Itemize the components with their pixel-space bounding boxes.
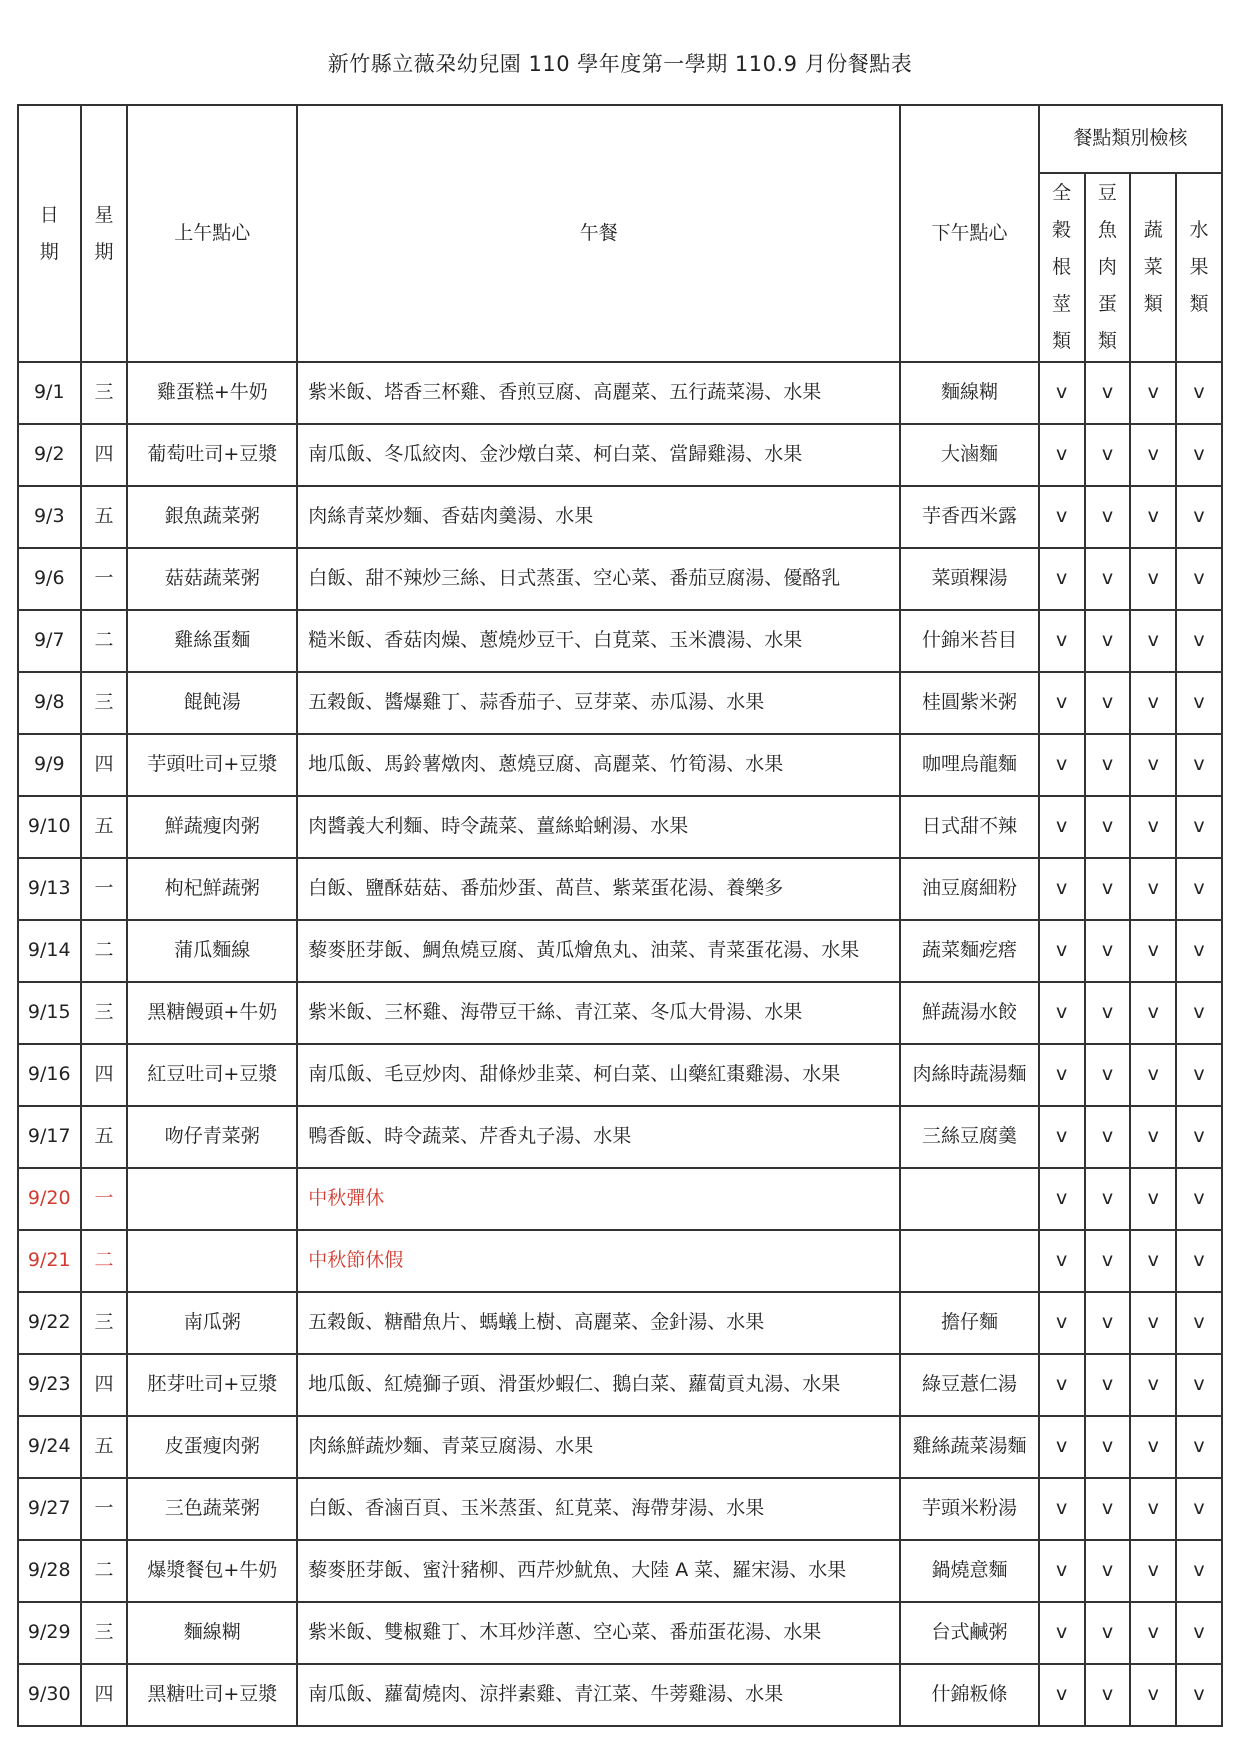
check-fruit: v [1176, 1168, 1222, 1230]
check-grain: v [1039, 982, 1085, 1044]
date-cell: 9/28 [18, 1540, 81, 1602]
check-grain: v [1039, 1292, 1085, 1354]
check-grain: v [1039, 858, 1085, 920]
check-protein: v [1085, 1478, 1131, 1540]
table-row [18, 1106, 1222, 1168]
check-fruit: v [1176, 1106, 1222, 1168]
header-date: 日 期 [18, 105, 81, 362]
date-cell: 9/24 [18, 1416, 81, 1478]
lunch-cell: 地瓜飯、紅燒獅子頭、滑蛋炒蝦仁、鵝白菜、蘿蔔貢丸湯、水果 [297, 1354, 900, 1416]
weekday-cell: 一 [81, 548, 128, 610]
check-vegetable: v [1130, 1478, 1176, 1540]
check-fruit: v [1176, 1416, 1222, 1478]
lunch-cell: 藜麥胚芽飯、鯛魚燒豆腐、黃瓜燴魚丸、油菜、青菜蛋花湯、水果 [297, 920, 900, 982]
check-fruit: v [1176, 920, 1222, 982]
afternoon-snack-cell: 肉絲時蔬湯麵 [900, 1044, 1038, 1106]
header-lunch: 午餐 [297, 105, 900, 362]
header-morning-snack: 上午點心 [127, 105, 297, 362]
date-cell: 9/8 [18, 672, 81, 734]
weekday-cell: 三 [81, 1292, 128, 1354]
morning-snack-cell: 鮮蔬瘦肉粥 [127, 796, 297, 858]
check-fruit: v [1176, 424, 1222, 486]
check-fruit: v [1176, 1664, 1222, 1726]
weekday-cell: 一 [81, 1168, 128, 1230]
check-fruit: v [1176, 672, 1222, 734]
lunch-cell: 紫米飯、雙椒雞丁、木耳炒洋蔥、空心菜、番茄蛋花湯、水果 [297, 1602, 900, 1664]
weekday-cell: 五 [81, 486, 128, 548]
meal-table [17, 104, 1223, 1727]
check-protein: v [1085, 1664, 1131, 1726]
check-vegetable: v [1130, 1292, 1176, 1354]
check-grain: v [1039, 1354, 1085, 1416]
date-cell: 9/27 [18, 1478, 81, 1540]
weekday-cell: 一 [81, 1478, 128, 1540]
date-cell: 9/17 [18, 1106, 81, 1168]
date-cell: 9/1 [18, 362, 81, 424]
afternoon-snack-cell: 日式甜不辣 [900, 796, 1038, 858]
morning-snack-cell: 胚芽吐司+豆漿 [127, 1354, 297, 1416]
morning-snack-cell: 皮蛋瘦肉粥 [127, 1416, 297, 1478]
morning-snack-cell: 南瓜粥 [127, 1292, 297, 1354]
check-fruit: v [1176, 796, 1222, 858]
afternoon-snack-cell: 鮮蔬湯水餃 [900, 982, 1038, 1044]
check-grain: v [1039, 548, 1085, 610]
check-fruit: v [1176, 1230, 1222, 1292]
check-fruit: v [1176, 1478, 1222, 1540]
check-vegetable: v [1130, 1044, 1176, 1106]
date-cell: 9/15 [18, 982, 81, 1044]
lunch-cell: 糙米飯、香菇肉燥、蔥燒炒豆干、白莧菜、玉米濃湯、水果 [297, 610, 900, 672]
lunch-cell: 南瓜飯、冬瓜絞肉、金沙燉白菜、柯白菜、當歸雞湯、水果 [297, 424, 900, 486]
morning-snack-cell [127, 1168, 297, 1230]
lunch-cell: 白飯、香滷百頁、玉米蒸蛋、紅莧菜、海帶芽湯、水果 [297, 1478, 900, 1540]
morning-snack-cell: 銀魚蔬菜粥 [127, 486, 297, 548]
date-cell: 9/13 [18, 858, 81, 920]
check-vegetable: v [1130, 486, 1176, 548]
check-fruit: v [1176, 548, 1222, 610]
check-grain: v [1039, 1168, 1085, 1230]
weekday-cell: 二 [81, 920, 128, 982]
table-row [18, 858, 1222, 920]
weekday-cell: 五 [81, 1106, 128, 1168]
check-grain: v [1039, 1044, 1085, 1106]
afternoon-snack-cell: 油豆腐細粉 [900, 858, 1038, 920]
table-row [18, 672, 1222, 734]
weekday-cell: 三 [81, 672, 128, 734]
table-row [18, 734, 1222, 796]
morning-snack-cell: 雞絲蛋麵 [127, 610, 297, 672]
check-vegetable: v [1130, 1664, 1176, 1726]
check-protein: v [1085, 1540, 1131, 1602]
check-vegetable: v [1130, 1540, 1176, 1602]
check-protein: v [1085, 1168, 1131, 1230]
table-row [18, 1354, 1222, 1416]
afternoon-snack-cell: 麵線糊 [900, 362, 1038, 424]
lunch-cell: 肉醬義大利麵、時令蔬菜、薑絲蛤蜊湯、水果 [297, 796, 900, 858]
header-protein: 豆 魚 肉 蛋 類 [1085, 173, 1131, 362]
date-cell: 9/7 [18, 610, 81, 672]
table-row [18, 1602, 1222, 1664]
weekday-cell: 四 [81, 1044, 128, 1106]
date-cell: 9/3 [18, 486, 81, 548]
check-vegetable: v [1130, 610, 1176, 672]
table-row [18, 982, 1222, 1044]
date-cell: 9/30 [18, 1664, 81, 1726]
check-protein: v [1085, 1416, 1131, 1478]
afternoon-snack-cell: 菜頭粿湯 [900, 548, 1038, 610]
check-fruit: v [1176, 1292, 1222, 1354]
date-cell: 9/10 [18, 796, 81, 858]
check-fruit: v [1176, 610, 1222, 672]
table-row [18, 1416, 1222, 1478]
weekday-cell: 五 [81, 796, 128, 858]
check-vegetable: v [1130, 858, 1176, 920]
check-fruit: v [1176, 1354, 1222, 1416]
check-fruit: v [1176, 1602, 1222, 1664]
lunch-cell: 五穀飯、糖醋魚片、螞蟻上樹、高麗菜、金針湯、水果 [297, 1292, 900, 1354]
table-row [18, 1478, 1222, 1540]
weekday-cell: 四 [81, 1664, 128, 1726]
lunch-cell: 五穀飯、醬爆雞丁、蒜香茄子、豆芽菜、赤瓜湯、水果 [297, 672, 900, 734]
table-row [18, 1044, 1222, 1106]
table-row [18, 920, 1222, 982]
date-cell: 9/22 [18, 1292, 81, 1354]
check-vegetable: v [1130, 1354, 1176, 1416]
morning-snack-cell: 紅豆吐司+豆漿 [127, 1044, 297, 1106]
header-weekday: 星 期 [81, 105, 128, 362]
morning-snack-cell: 吻仔青菜粥 [127, 1106, 297, 1168]
lunch-cell: 紫米飯、塔香三杯雞、香煎豆腐、高麗菜、五行蔬菜湯、水果 [297, 362, 900, 424]
afternoon-snack-cell [900, 1168, 1038, 1230]
morning-snack-cell: 三色蔬菜粥 [127, 1478, 297, 1540]
morning-snack-cell: 枸杞鮮蔬粥 [127, 858, 297, 920]
check-protein: v [1085, 1044, 1131, 1106]
header-afternoon-snack: 下午點心 [900, 105, 1038, 362]
check-protein: v [1085, 858, 1131, 920]
date-cell: 9/6 [18, 548, 81, 610]
date-cell: 9/21 [18, 1230, 81, 1292]
weekday-cell: 二 [81, 1230, 128, 1292]
lunch-cell: 地瓜飯、馬鈴薯燉肉、蔥燒豆腐、高麗菜、竹筍湯、水果 [297, 734, 900, 796]
morning-snack-cell [127, 1230, 297, 1292]
check-grain: v [1039, 610, 1085, 672]
morning-snack-cell: 餛飩湯 [127, 672, 297, 734]
check-fruit: v [1176, 982, 1222, 1044]
date-cell: 9/9 [18, 734, 81, 796]
weekday-cell: 四 [81, 1354, 128, 1416]
table-row [18, 1540, 1222, 1602]
check-vegetable: v [1130, 1416, 1176, 1478]
table-row [18, 1292, 1222, 1354]
check-protein: v [1085, 1602, 1131, 1664]
check-grain: v [1039, 424, 1085, 486]
check-protein: v [1085, 920, 1131, 982]
morning-snack-cell: 蒲瓜麵線 [127, 920, 297, 982]
date-cell: 9/23 [18, 1354, 81, 1416]
afternoon-snack-cell: 三絲豆腐羹 [900, 1106, 1038, 1168]
table-row [18, 610, 1222, 672]
header-vegetable: 蔬 菜 類 [1130, 173, 1176, 362]
afternoon-snack-cell: 芋頭米粉湯 [900, 1478, 1038, 1540]
table-row [18, 796, 1222, 858]
check-protein: v [1085, 610, 1131, 672]
afternoon-snack-cell: 咖哩烏龍麵 [900, 734, 1038, 796]
morning-snack-cell: 黑糖吐司+豆漿 [127, 1664, 297, 1726]
page-title: 新竹縣立薇朶幼兒園 110 學年度第一學期 110.9 月份餐點表 [327, 52, 913, 76]
check-fruit: v [1176, 734, 1222, 796]
morning-snack-cell: 菇菇蔬菜粥 [127, 548, 297, 610]
check-fruit: v [1176, 486, 1222, 548]
check-protein: v [1085, 796, 1131, 858]
weekday-cell: 三 [81, 362, 128, 424]
check-grain: v [1039, 1664, 1085, 1726]
check-grain: v [1039, 1478, 1085, 1540]
lunch-cell: 南瓜飯、毛豆炒肉、甜條炒韭菜、柯白菜、山藥紅棗雞湯、水果 [297, 1044, 900, 1106]
header-fruit: 水 果 類 [1176, 173, 1222, 362]
check-grain: v [1039, 796, 1085, 858]
check-protein: v [1085, 486, 1131, 548]
check-vegetable: v [1130, 982, 1176, 1044]
afternoon-snack-cell: 蔬菜麵疙瘩 [900, 920, 1038, 982]
date-cell: 9/2 [18, 424, 81, 486]
weekday-cell: 四 [81, 734, 128, 796]
afternoon-snack-cell: 什錦米苔目 [900, 610, 1038, 672]
check-fruit: v [1176, 362, 1222, 424]
check-protein: v [1085, 672, 1131, 734]
check-vegetable: v [1130, 548, 1176, 610]
afternoon-snack-cell: 大滷麵 [900, 424, 1038, 486]
check-protein: v [1085, 362, 1131, 424]
table-row [18, 486, 1222, 548]
lunch-cell: 肉絲青菜炒麵、香菇肉羹湯、水果 [297, 486, 900, 548]
afternoon-snack-cell: 桂圓紫米粥 [900, 672, 1038, 734]
weekday-cell: 四 [81, 424, 128, 486]
afternoon-snack-cell: 鍋燒意麵 [900, 1540, 1038, 1602]
check-vegetable: v [1130, 920, 1176, 982]
check-protein: v [1085, 1354, 1131, 1416]
morning-snack-cell: 爆漿餐包+牛奶 [127, 1540, 297, 1602]
check-vegetable: v [1130, 1602, 1176, 1664]
check-vegetable: v [1130, 362, 1176, 424]
date-cell: 9/29 [18, 1602, 81, 1664]
morning-snack-cell: 芋頭吐司+豆漿 [127, 734, 297, 796]
table-row [18, 362, 1222, 424]
table-row [18, 1230, 1222, 1292]
afternoon-snack-cell: 台式鹹粥 [900, 1602, 1038, 1664]
check-grain: v [1039, 486, 1085, 548]
table-row [18, 1168, 1222, 1230]
check-protein: v [1085, 734, 1131, 796]
check-vegetable: v [1130, 424, 1176, 486]
check-protein: v [1085, 1230, 1131, 1292]
check-grain: v [1039, 1106, 1085, 1168]
check-fruit: v [1176, 858, 1222, 920]
morning-snack-cell: 雞蛋糕+牛奶 [127, 362, 297, 424]
check-fruit: v [1176, 1044, 1222, 1106]
header-check-group: 餐點類別檢核 [1039, 105, 1222, 173]
check-fruit: v [1176, 1540, 1222, 1602]
afternoon-snack-cell [900, 1230, 1038, 1292]
check-grain: v [1039, 1230, 1085, 1292]
check-grain: v [1039, 920, 1085, 982]
table-row [18, 1664, 1222, 1726]
weekday-cell: 二 [81, 1540, 128, 1602]
check-grain: v [1039, 734, 1085, 796]
check-protein: v [1085, 424, 1131, 486]
afternoon-snack-cell: 雞絲蔬菜湯麵 [900, 1416, 1038, 1478]
table-row [18, 548, 1222, 610]
afternoon-snack-cell: 芋香西米露 [900, 486, 1038, 548]
check-vegetable: v [1130, 734, 1176, 796]
lunch-cell: 中秋節休假 [297, 1230, 900, 1292]
afternoon-snack-cell: 綠豆薏仁湯 [900, 1354, 1038, 1416]
check-protein: v [1085, 982, 1131, 1044]
check-protein: v [1085, 1292, 1131, 1354]
lunch-cell: 藜麥胚芽飯、蜜汁豬柳、西芹炒魷魚、大陸 A 菜、羅宋湯、水果 [297, 1540, 900, 1602]
weekday-cell: 一 [81, 858, 128, 920]
weekday-cell: 五 [81, 1416, 128, 1478]
check-protein: v [1085, 548, 1131, 610]
weekday-cell: 三 [81, 982, 128, 1044]
check-grain: v [1039, 1602, 1085, 1664]
lunch-cell: 南瓜飯、蘿蔔燒肉、涼拌素雞、青江菜、牛蒡雞湯、水果 [297, 1664, 900, 1726]
morning-snack-cell: 麵線糊 [127, 1602, 297, 1664]
check-protein: v [1085, 1106, 1131, 1168]
header-grain: 全 穀 根 莖 類 [1039, 173, 1085, 362]
check-grain: v [1039, 1540, 1085, 1602]
check-grain: v [1039, 1416, 1085, 1478]
morning-snack-cell: 葡萄吐司+豆漿 [127, 424, 297, 486]
weekday-cell: 三 [81, 1602, 128, 1664]
lunch-cell: 鴨香飯、時令蔬菜、芹香丸子湯、水果 [297, 1106, 900, 1168]
date-cell: 9/16 [18, 1044, 81, 1106]
lunch-cell: 肉絲鮮蔬炒麵、青菜豆腐湯、水果 [297, 1416, 900, 1478]
check-vegetable: v [1130, 796, 1176, 858]
check-grain: v [1039, 362, 1085, 424]
lunch-cell: 中秋彈休 [297, 1168, 900, 1230]
lunch-cell: 白飯、鹽酥菇菇、番茄炒蛋、萵苣、紫菜蛋花湯、養樂多 [297, 858, 900, 920]
lunch-cell: 紫米飯、三杯雞、海帶豆干絲、青江菜、冬瓜大骨湯、水果 [297, 982, 900, 1044]
check-vegetable: v [1130, 1106, 1176, 1168]
afternoon-snack-cell: 什錦粄條 [900, 1664, 1038, 1726]
check-vegetable: v [1130, 1230, 1176, 1292]
check-vegetable: v [1130, 672, 1176, 734]
weekday-cell: 二 [81, 610, 128, 672]
table-row [18, 424, 1222, 486]
morning-snack-cell: 黑糖饅頭+牛奶 [127, 982, 297, 1044]
afternoon-snack-cell: 擔仔麵 [900, 1292, 1038, 1354]
date-cell: 9/20 [18, 1168, 81, 1230]
lunch-cell: 白飯、甜不辣炒三絲、日式蒸蛋、空心菜、番茄豆腐湯、優酪乳 [297, 548, 900, 610]
date-cell: 9/14 [18, 920, 81, 982]
check-grain: v [1039, 672, 1085, 734]
check-vegetable: v [1130, 1168, 1176, 1230]
